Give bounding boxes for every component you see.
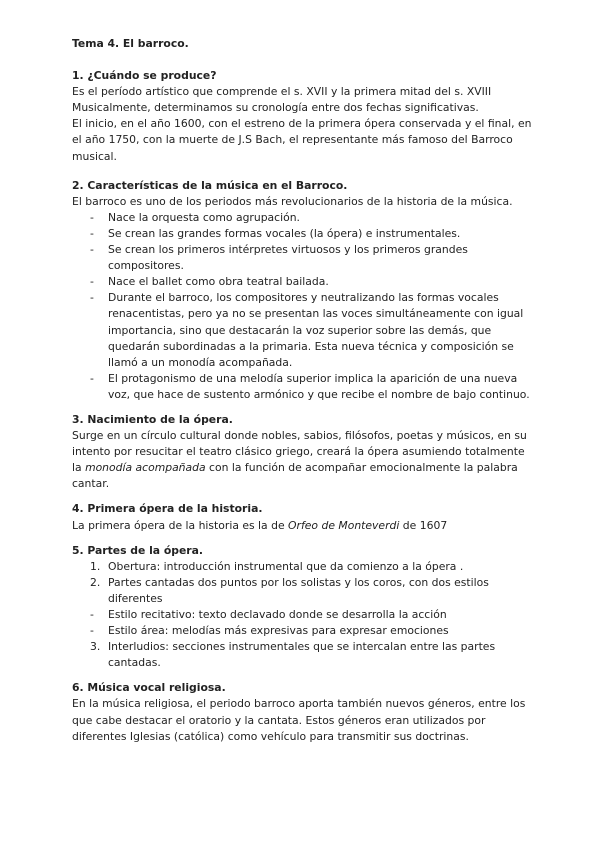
numbered-list <box>72 559 532 672</box>
section-cuando <box>72 68 532 165</box>
paragraph-text: Surge en un círculo cultural donde nobles, sabios, filósofos, poetas y músicos, en su intento por resucitar el teatro clásico griego, creará la ópera asumiendo totalmente la <box>72 429 527 475</box>
paragraph: En la música religiosa, el periodo barroco aporta también nuevos géneros, entre los que cabe destacar el oratorio y la cantata. Estos géneros eran utilizados por diferentes Iglesias (católica) como vehículo para transmitir sus doctrinas. <box>72 697 526 743</box>
section-heading: 1. ¿Cuándo se produce? <box>72 69 217 83</box>
dash-marker: - <box>90 243 94 257</box>
paragraph-text: con la función de acompañar emocionalmente la palabra cantar. <box>72 461 518 491</box>
dash-marker: - <box>90 226 94 240</box>
list-marker: 3. <box>90 640 101 654</box>
list-item <box>72 242 532 274</box>
list-item-text: El protagonismo de una melodía superior implica la aparición de una nueva voz, que hace de sustento armónico y que recibe el nombre de bajo continuo. <box>108 371 530 401</box>
section-musica-religiosa <box>72 680 532 744</box>
list-item <box>72 226 532 242</box>
list-item-text: Estilo recitativo: texto declavado donde se desarrolla la acción <box>108 608 447 621</box>
section-heading: 5. Partes de la ópera. <box>72 543 204 557</box>
list-item <box>72 623 532 639</box>
dash-marker: - <box>90 210 94 224</box>
document-page <box>72 36 532 754</box>
list-item <box>72 210 532 226</box>
paragraph-text: La primera ópera de la historia es la de <box>72 518 289 532</box>
dash-marker: - <box>90 371 94 385</box>
list-item-text: Estilo área: melodías más expresivas para expresar emociones <box>108 624 449 638</box>
list-item <box>72 559 532 575</box>
italic-term: monodía acompañada <box>85 461 206 475</box>
list-marker: - <box>90 608 94 621</box>
paragraph: El barroco es uno de los periodos más revolucionarios de la historia de la música. <box>72 194 513 208</box>
list-item <box>72 290 532 370</box>
list-item-text: Nace el ballet como obra teatral bailada. <box>108 275 329 289</box>
list-item <box>72 274 532 290</box>
section-partes-opera <box>72 543 532 672</box>
paragraph: Es el período artístico que comprende el s. XVII y la primera mitad del s. XVIII Musicalmente, determinamos su cronología entre dos fechas significativas. <box>72 85 492 115</box>
paragraph <box>72 518 532 534</box>
paragraph-text: de 1607 <box>399 518 448 532</box>
italic-term: Orfeo de Monteverdi <box>288 518 400 532</box>
list-item <box>72 575 532 607</box>
list-item <box>72 607 532 623</box>
section-heading: 3. Nacimiento de la ópera. <box>72 412 233 426</box>
list-item-text: Interludios: secciones instrumentales que se intercalan entre las partes cantadas. <box>108 640 496 670</box>
section-nacimiento-opera <box>72 412 532 492</box>
list-item <box>72 371 532 403</box>
paragraph: El inicio, en el año 1600, con el estreno de la primera ópera conservada y el final, en el año 1750, con la muerte de J.S Bach, el representante más famoso del Barroco musical. <box>72 117 532 163</box>
list-item-text: Nace la orquesta como agrupación. <box>108 210 300 224</box>
section-heading: 6. Música vocal religiosa. <box>72 681 226 695</box>
paragraph <box>72 428 532 492</box>
list-item <box>72 639 532 671</box>
dash-marker: - <box>90 275 94 289</box>
section-primera-opera <box>72 501 532 533</box>
list-item-text: Obertura: introducción instrumental que da comienzo a la ópera . <box>108 559 464 573</box>
section-heading: 2. Características de la música en el Barroco. <box>72 178 348 192</box>
document-title: Tema 4. El barroco. <box>72 37 189 50</box>
section-heading: 4. Primera ópera de la historia. <box>72 502 263 516</box>
list-marker: 1. <box>90 559 101 573</box>
bullet-list <box>72 210 532 403</box>
list-marker: - <box>90 624 94 638</box>
list-item-text: Se crean las grandes formas vocales (la ópera) e instrumentales. <box>108 226 461 240</box>
list-marker: 2. <box>90 575 101 589</box>
list-item-text: Durante el barroco, los compositores y neutralizando las formas vocales renacentistas, pero ya no se presentan las voces simultáneamente con igual importancia, sino que destacarán la voz superior sobre las demás, que quedarán subordinadas a la primaria. Esta nueva técnica y composición se llamó a un monodía acompañada. <box>108 291 524 369</box>
dash-marker: - <box>90 291 94 305</box>
list-item-text: Partes cantadas dos puntos por los solistas y los coros, con dos estilos diferentes <box>108 575 489 605</box>
section-caracteristicas <box>72 178 532 403</box>
list-item-text: Se crean los primeros intérpretes virtuosos y los primeros grandes compositores. <box>108 243 468 273</box>
